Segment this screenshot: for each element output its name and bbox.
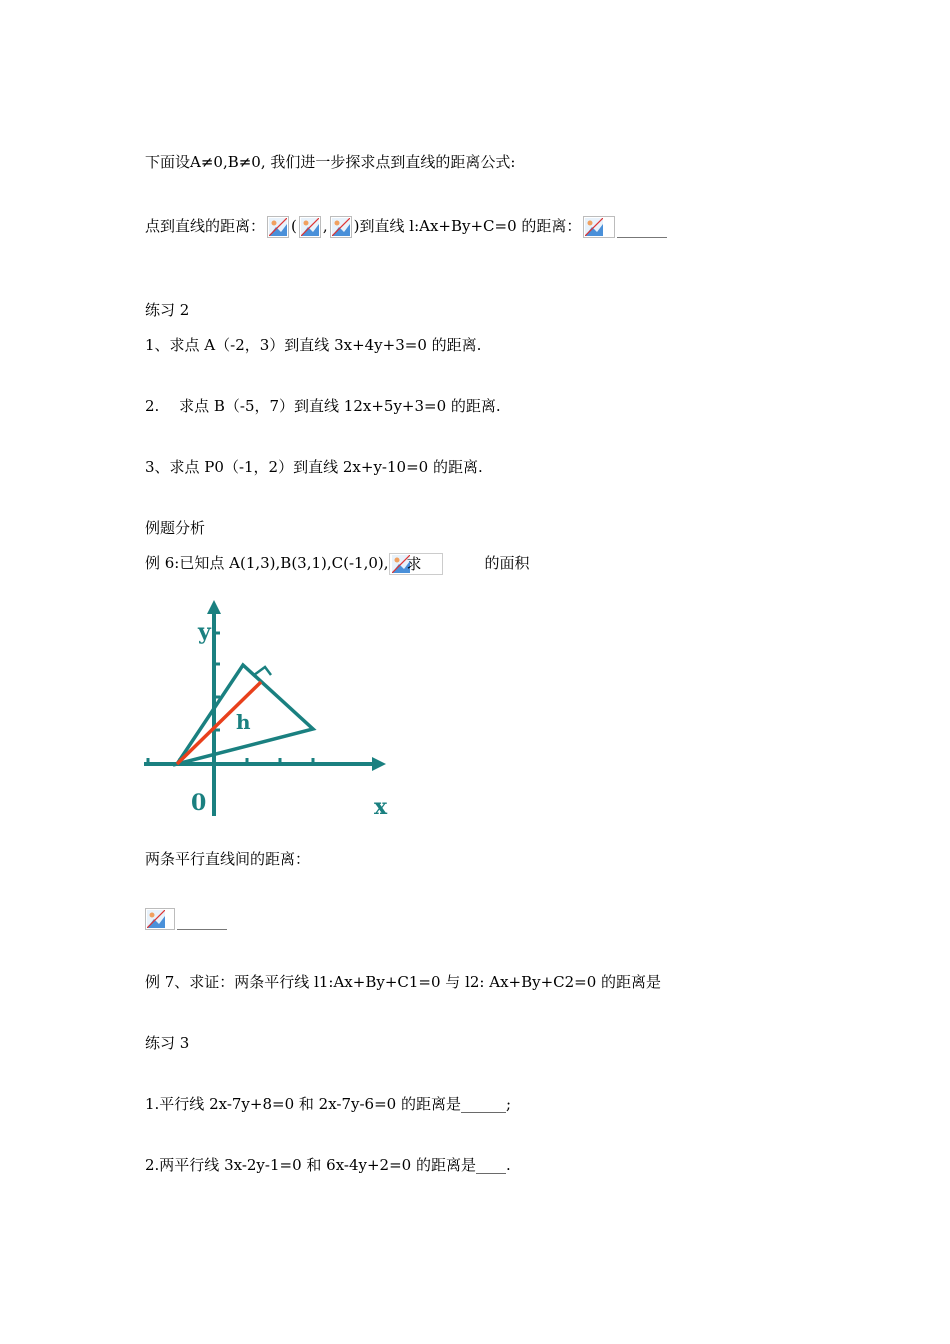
formula-paren-open: (: [291, 217, 297, 235]
example7-text: 例 7、求证：两条平行线 l1:Ax+By+C1=0 与 l2: Ax+By+C2=0 的距离是: [145, 973, 662, 991]
practice2-heading: 练习 2: [145, 301, 190, 319]
practice2-item-1: 1、求点 A（-2，3）到直线 3x+4y+3=0 的距离.: [145, 336, 482, 354]
x-axis-label: x: [374, 794, 388, 820]
practice3-item-1: 1.平行线 2x-7y+8=0 和 2x-7y-6=0 的距离是______;: [145, 1095, 512, 1113]
intro-text: 下面设A≠0,B≠0, 我们进一步探求点到直线的距离公式:: [145, 153, 516, 171]
parallel-heading: 两条平行直线间的距离：: [145, 850, 311, 868]
answer-blank: [177, 913, 227, 930]
formula-text: 到直线 l:Ax+By+C=0 的距离：: [359, 217, 582, 235]
formula-line: [145, 216, 667, 238]
y-axis-label: y: [198, 619, 211, 645]
right-angle-mark: [254, 667, 271, 675]
x-axis-arrow: [372, 757, 386, 771]
example6-prefix: 例 6:已知点 A(1,3),B(3,1),C(-1,0),: [145, 554, 389, 572]
formula-label: 点到直线的距离：: [145, 217, 266, 235]
triangle-image-placeholder: [389, 553, 443, 575]
qiu-text: 求: [406, 555, 422, 573]
broken-image-icon: [267, 216, 289, 238]
practice2-item-2: 2. 求点 B（-5，7）到直线 12x+5y+3=0 的距离.: [145, 397, 501, 415]
practice3-item-2: 2.两平行线 3x-2y-1=0 和 6x-4y+2=0 的距离是____.: [145, 1156, 511, 1174]
height-label: h: [236, 710, 251, 734]
formula-comma: ,: [322, 217, 328, 235]
broken-image-icon: [583, 216, 615, 238]
example6-line: [145, 553, 530, 575]
answer-blank: [617, 221, 667, 238]
examples-heading: 例题分析: [145, 519, 206, 537]
y-axis-arrow: [207, 600, 221, 614]
practice2-item-3: 3、求点 P0（-1，2）到直线 2x+y-10=0 的距离.: [145, 458, 483, 476]
example6-suffix: 的面积: [484, 554, 530, 572]
parallel-formula-line: [145, 908, 227, 930]
broken-image-icon: [145, 908, 175, 930]
triangle-coordinate-figure: [140, 596, 400, 826]
practice3-heading: 练习 3: [145, 1034, 190, 1052]
origin-label: 0: [191, 790, 207, 816]
broken-image-icon: [330, 216, 352, 238]
broken-image-icon: [299, 216, 321, 238]
formula-paren-close: ): [353, 217, 360, 235]
